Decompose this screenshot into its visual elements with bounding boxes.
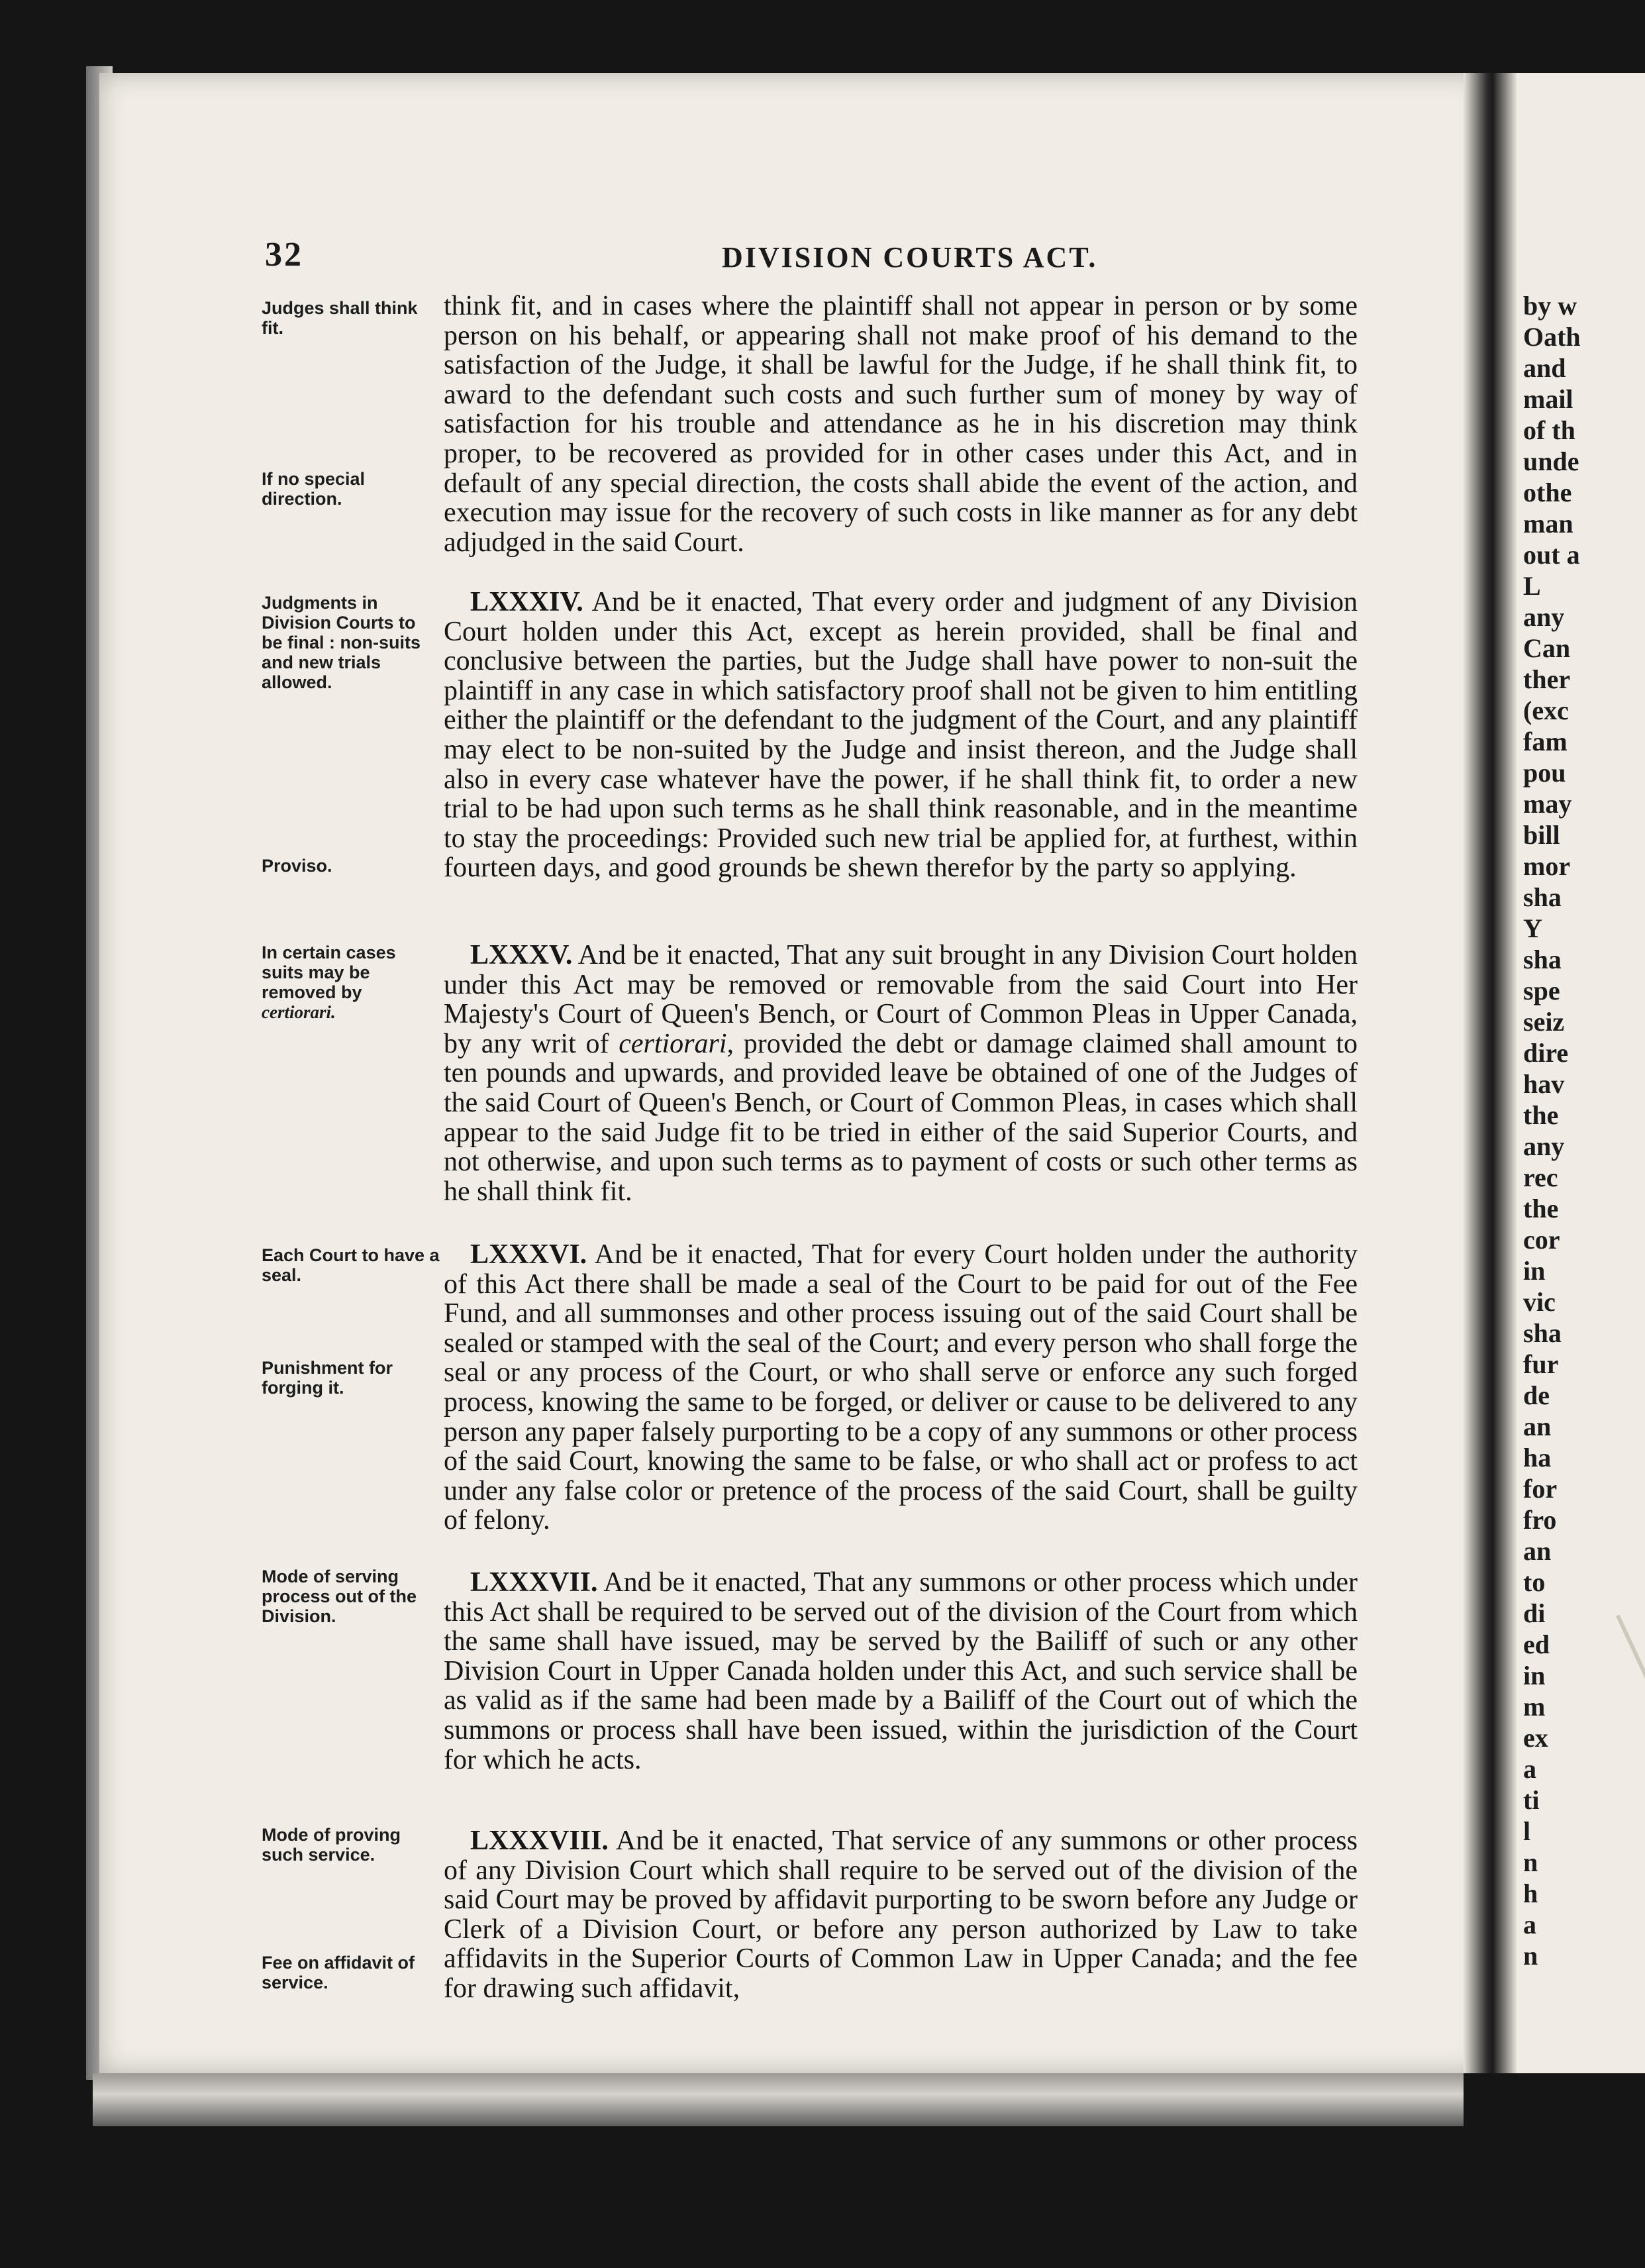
margin-note-forging-punishment: Punishment for forging it. (262, 1358, 393, 1398)
facing-page-line: man (1523, 509, 1573, 539)
facing-page-line: cor (1523, 1225, 1560, 1255)
paragraph-continuation: think fit, and in cases where the plaintiff shall not appear in person or by some person on his behalf, or appearing shall not make proof of his demand to the satisfaction of the Judge, it shall be lawful for the Judge, if he shall think fit, to award to the defendant such costs and such further sum of money by way of satisfaction for his trouble and attendance as he in his discretion may think proper, to be recovered as provided for in other cases under this Act, and in default of any special direction, the costs shall abide the event of the action, and execution may issue for the recovery of such costs in like manner as for any debt adjudged in the said Court. (444, 291, 1358, 558)
facing-page-line: may (1523, 789, 1572, 819)
section-number: LXXXVI. (470, 1239, 587, 1270)
margin-note-certiorari-term: certiorari. (262, 1002, 336, 1022)
facing-page-line: an (1523, 1412, 1552, 1441)
facing-page-line: sha (1523, 1318, 1562, 1348)
facing-page-line: fro (1523, 1505, 1557, 1535)
facing-page-line: out a (1523, 540, 1580, 570)
facing-page-line: a (1523, 1910, 1536, 1939)
margin-note-judgments-final: Judgments in Division Courts to be final : non-suits and new trials allowed. (262, 593, 421, 692)
margin-note-court-seal: Each Court to have a seal. (262, 1245, 440, 1285)
facing-page-line: h (1523, 1879, 1538, 1908)
facing-page-line: to (1523, 1567, 1546, 1597)
facing-page-line: Y (1523, 913, 1542, 943)
page-bottom-edge (93, 2073, 1464, 2126)
facing-page-line: mail (1523, 384, 1573, 414)
section-number: LXXXVII. (470, 1567, 598, 1598)
facing-page-line: L (1523, 571, 1541, 601)
section-text-italic: certiorari, (619, 1028, 734, 1059)
facing-page-line: of th (1523, 415, 1575, 445)
facing-page-line: othe (1523, 478, 1572, 507)
section-lxxxiv (444, 588, 1358, 883)
facing-page-line: mor (1523, 851, 1571, 881)
facing-page-line: in (1523, 1256, 1546, 1286)
facing-page-line: de (1523, 1380, 1550, 1410)
margin-note-no-special-direction: If no special direction. (262, 469, 366, 509)
facing-page-line: by w (1523, 291, 1577, 321)
facing-page-line: ti (1523, 1785, 1540, 1815)
facing-page-line: seiz (1523, 1007, 1565, 1037)
section-text: And be it enacted, That every order and judgment of any Division Court holden under this Act, except as herein provided, shall be final and conclusive between the parties, but the Judge shall have power to non-suit the plaintiff in any case in which satisfactory proof shall not be given to him entitling either the plaintiff or the defendant to the judgment of the Court, and any plaintiff may elect to be non-suited by the Judge and insist thereon, and the Judge shall also in every case whatever have the power, if he shall think fit, to order a new trial to be had upon such terms as he shall think reasonable, and in the meantime to stay the proceedings: Provided such new trial be applied for, at furthest, within fourteen days, and good grounds be shewn therefor by the party so applying. (444, 587, 1358, 884)
facing-page-line: a (1523, 1754, 1536, 1784)
section-text: And be it enacted, That service of any summons or other process of any Division Court which shall require to be served out of the division of the said Court may be proved by affidavit purporting to be sworn before any Judge or Clerk of a Division Court, or before any person authorized by Law to take affidavits in the Superior Courts of Common Law in Upper Canada; and the fee for drawing such affidavit, (444, 1826, 1358, 2004)
facing-page-line: any (1523, 602, 1565, 632)
facing-page-line: dire (1523, 1038, 1569, 1068)
facing-page-line: di (1523, 1598, 1546, 1628)
facing-page-line: in (1523, 1661, 1546, 1690)
facing-page-fragment (1517, 73, 1645, 2073)
section-number: LXXXV. (470, 940, 573, 970)
margin-note-judges-think-fit: Judges shall think fit. (262, 298, 418, 338)
section-lxxxvi (444, 1240, 1358, 1535)
facing-page-line: ther (1523, 664, 1571, 694)
facing-page-line: the (1523, 1100, 1559, 1130)
section-lxxxvii (444, 1568, 1358, 1775)
margin-note-certiorari-text: In certain cases suits may be removed by (262, 943, 396, 1002)
section-number: LXXXIV. (470, 587, 583, 617)
facing-page-line: Oath (1523, 322, 1581, 352)
facing-page-line: unde (1523, 446, 1579, 476)
facing-page-line: rec (1523, 1162, 1558, 1192)
section-text: And be it enacted, That for every Court holden under the authority of this Act there shall be made a seal of the Court to be paid for out of the Fee Fund, and all summonses and other process issuing out of the said Court shall be sealed or stamped with the seal of the Court; and every person who shall forge the seal or any process of the Court, or who shall serve or enforce any such forged process, knowing the same to be forged, or deliver or cause to be delivered to any person any paper falsely purporting to be a copy of any summons or other process of the said Court, knowing the same to be false, or who shall act or profess to act under any false color or pretence of the process of the said Court, shall be guilty of felony. (444, 1239, 1358, 1536)
facing-page-line: m (1523, 1692, 1546, 1722)
facing-page-line: any (1523, 1131, 1565, 1161)
facing-page-line: hav (1523, 1069, 1565, 1099)
facing-page-line: l (1523, 1816, 1531, 1846)
facing-page-line: ed (1523, 1629, 1550, 1659)
section-text: And be it enacted, That any suit brought in any Division Court holden under this Act may be removed or removable from the said Court into Her Majesty's Court of Queen's Bench, or Court of Common Pleas in Upper Canada, by any writ of (444, 940, 1358, 1059)
facing-page-line: n (1523, 1941, 1538, 1971)
book-gutter (1464, 73, 1517, 2073)
margin-note-certiorari (262, 943, 440, 1022)
margin-note-serving-process: Mode of serving process out of the Division. (262, 1567, 417, 1626)
facing-page-line: ex (1523, 1723, 1548, 1753)
facing-page-line: and (1523, 353, 1566, 383)
facing-page-line: Can (1523, 633, 1571, 663)
facing-page-line: for (1523, 1474, 1558, 1504)
facing-page-line: fam (1523, 727, 1568, 756)
section-lxxxviii (444, 1826, 1358, 2004)
section-text: And be it enacted, That any summons or other process which under this Act shall be required to be served out of the division of the Court from which the same shall have issued, may be served by the Bailiff of such or any other Division Court in Upper Canada holden under this Act, and such service shall be as valid as if the same had been made by a Bailiff of the Court out of which the summons or process shall have been issued, within the jurisdiction of the Court for which he acts. (444, 1567, 1358, 1775)
section-number: LXXXVIII. (470, 1826, 609, 1856)
facing-page-line: the (1523, 1194, 1559, 1223)
margin-note-affidavit-fee: Fee on affidavit of service. (262, 1953, 415, 1992)
facing-page-line: fur (1523, 1349, 1559, 1379)
facing-page-line: (exc (1523, 696, 1569, 725)
facing-page-line: sha (1523, 945, 1562, 974)
facing-page-line: sha (1523, 882, 1562, 912)
facing-page-line: vic (1523, 1287, 1556, 1317)
margin-note-proviso: Proviso. (262, 856, 332, 876)
facing-page-line: pou (1523, 758, 1566, 788)
facing-page-line: bill (1523, 820, 1560, 850)
section-lxxxv (444, 941, 1358, 1206)
facing-page-line: spe (1523, 976, 1560, 1005)
running-title: DIVISION COURTS ACT. (722, 241, 1098, 274)
page-number: 32 (265, 236, 303, 274)
section-text: provided the debt or damage claimed shall amount to ten pounds and upwards, and provided leave be obtained of one of the Judges of the said Court of Queen's Bench, or Court of Common Pleas, in cases which shall appear to the said Judge fit to be tried in either of the said Superior Courts, and not otherwise, and upon such terms as to payment of costs or such other terms as he shall think fit. (444, 1028, 1358, 1207)
facing-page-line: ha (1523, 1443, 1552, 1472)
margin-note-proving-service: Mode of proving such service. (262, 1825, 401, 1865)
facing-page-line: n (1523, 1847, 1538, 1877)
facing-page-line: an (1523, 1536, 1552, 1566)
